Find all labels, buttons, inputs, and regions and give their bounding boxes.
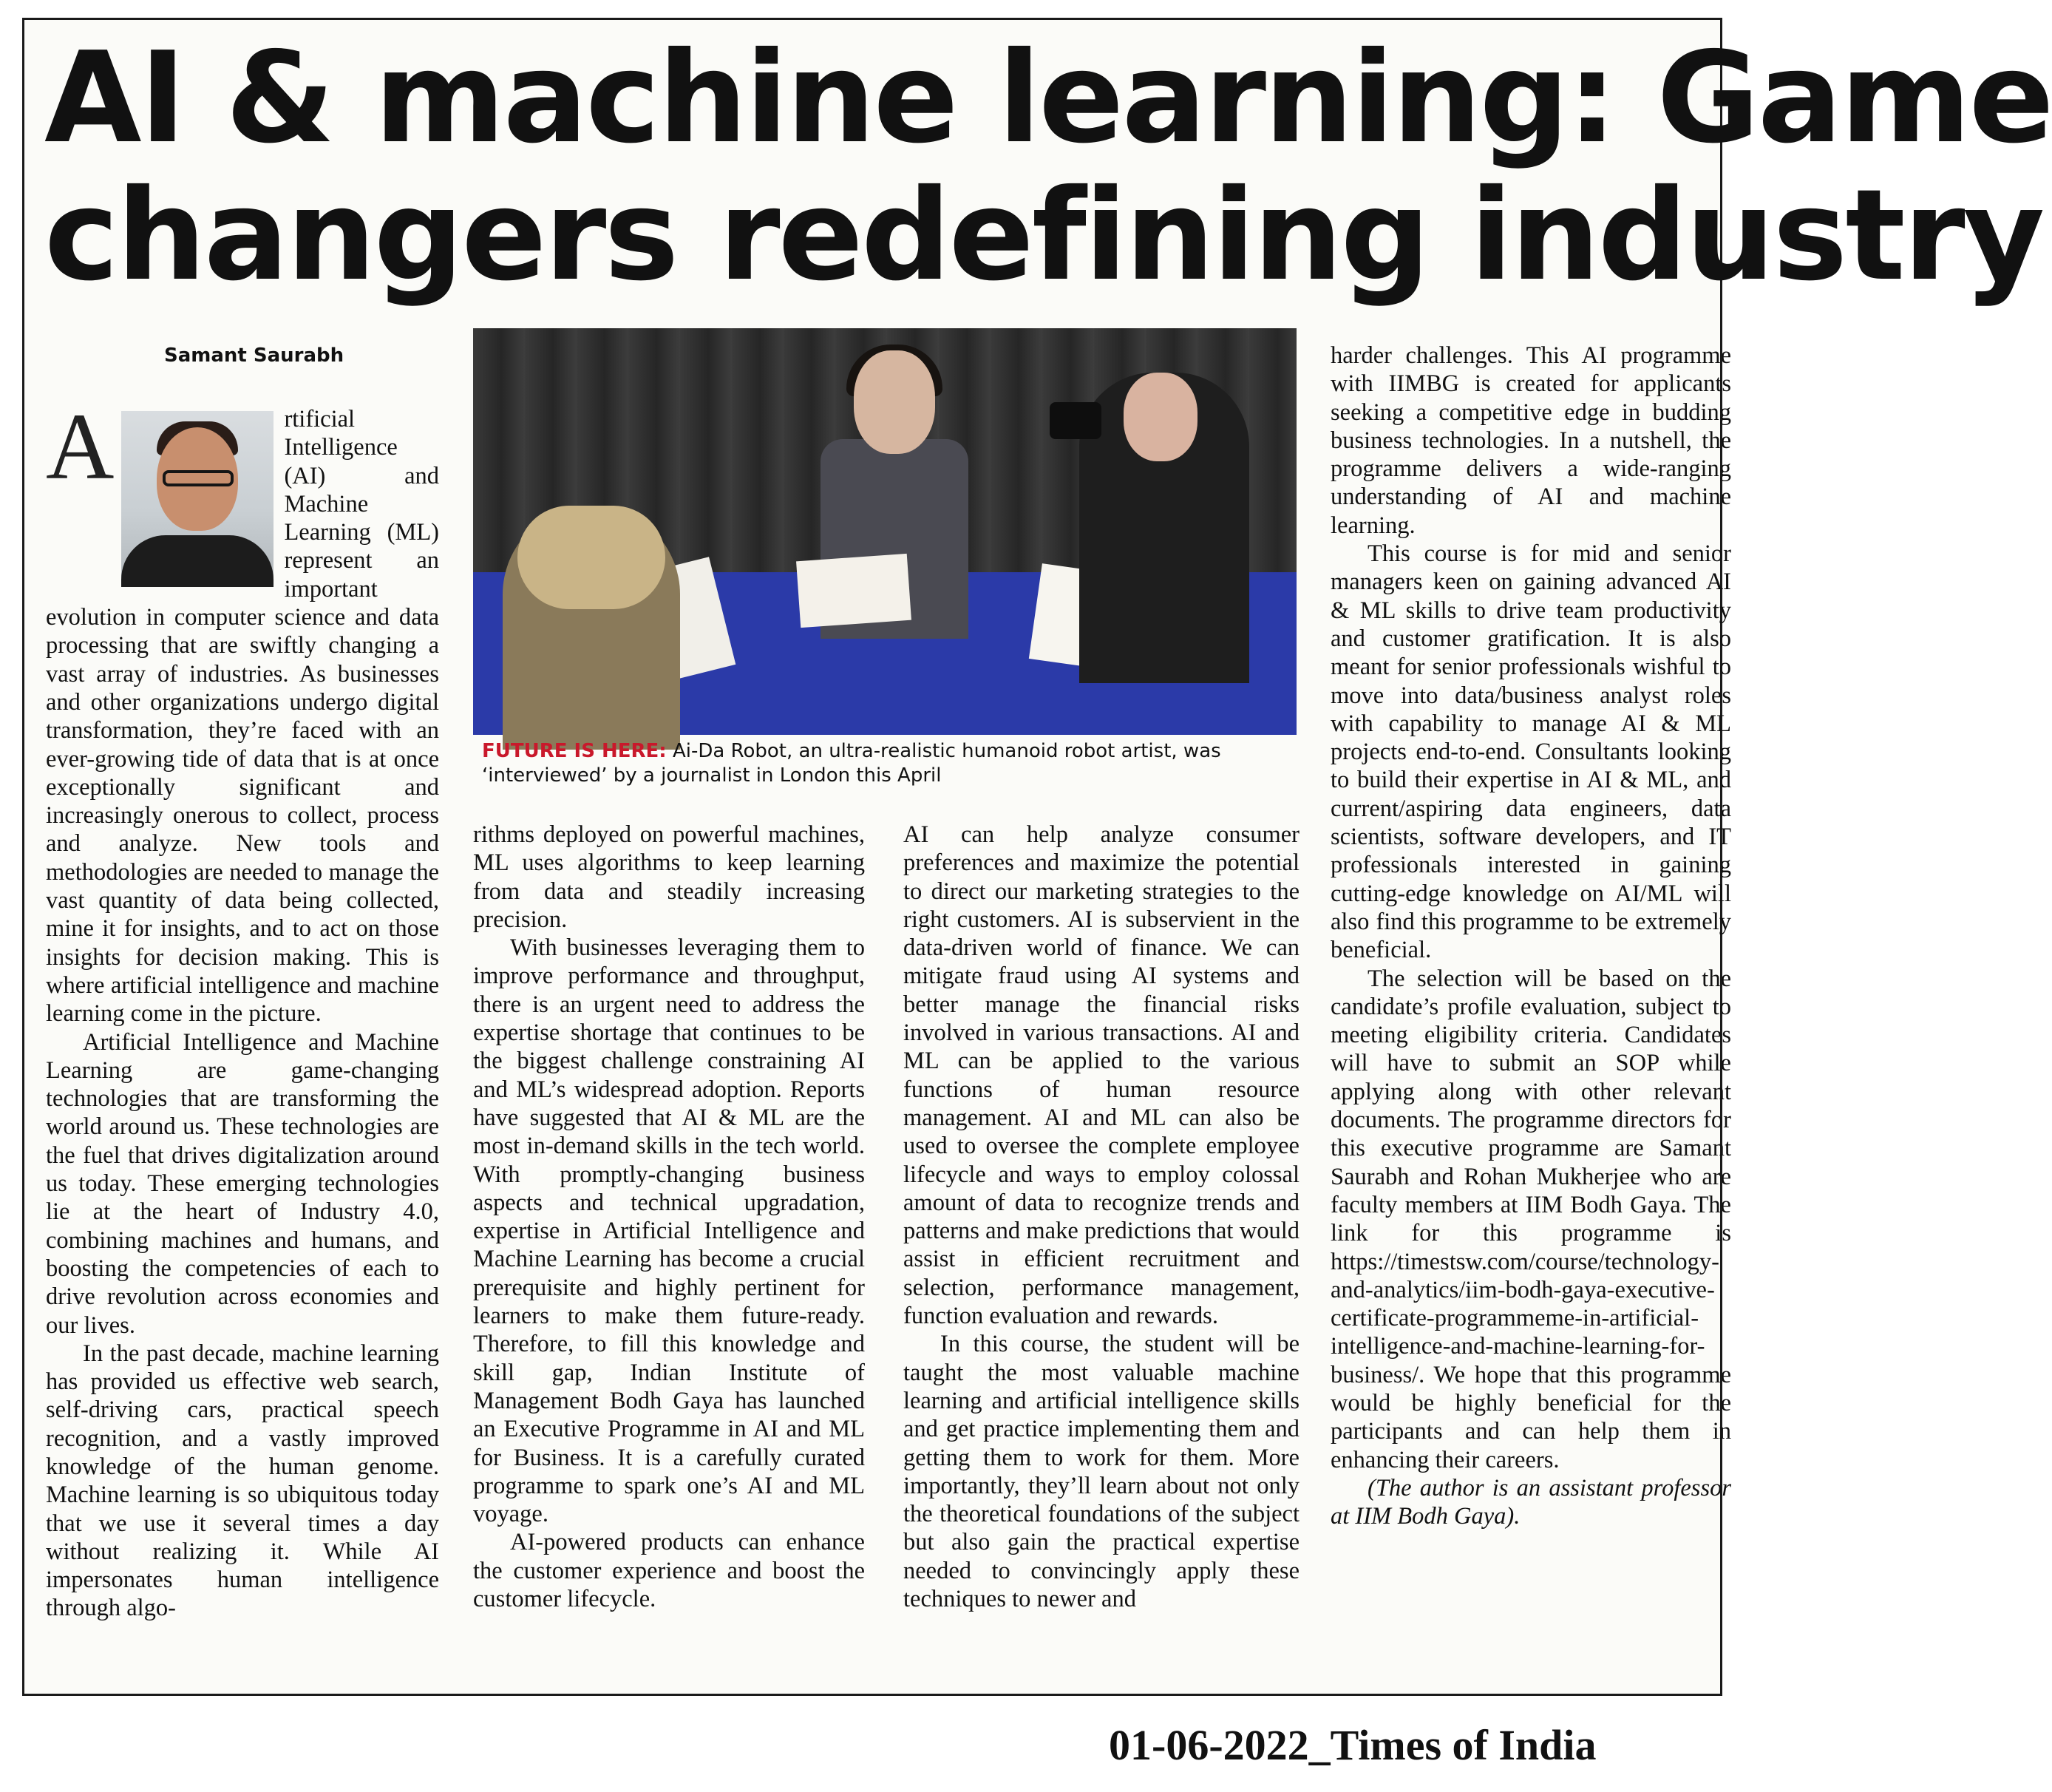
article-column-1	[46, 394, 439, 1684]
article-paragraph: The selection will be based on the candidate’s profile evaluation, subject to meeting eligibility criteria. Candidates will have to submit an SOP while applying along with other relevant documents. The programme directors for this executive programme are Samant Saurabh and Rohan Mukherjee who are faculty members at IIM Bodh Gaya. The link for this programme is https://timestsw.com/course/technology-and-analytics/iim-bodh-gaya-executive-certificate-programmeme-in-artificial-intelligence-and-machine-learning-for-business/. We hope that this programme would be highly beneficial for the participants and can help them in enhancing their careers.	[1331, 965, 1731, 1473]
article-paragraph: With businesses leveraging them to improve performance and throughput, there is an urgent need to address the expertise shortage that continues to be the biggest challenge constraining AI and ML’s widespread adoption. Reports have suggested that AI & ML are the most in-demand skills in the tech world. With promptly-changing business aspects and technical upgradation, expertise in Artificial Intelligence and Machine Learning has become a crucial prerequisite and highly pertinent for learners to make them future-ready. Therefore, to fill this knowledge and skill gap, Indian Institute of Management Bodh Gaya has launched an Executive Programme in AI and ML for Business. It is a carefully curated programme to spark one’s AI and ML voyage.	[473, 934, 865, 1528]
article-paragraph: Artificial Intelligence and Machine Learning are game-changing technologies that are transforming the world around us. These technologies are the fuel that drives digitalization around us today. These emerging technologies lie at the heart of Industry 4.0, combining machines and humans, and boosting the competencies of each to drive revolution across economies and our lives.	[46, 1028, 439, 1339]
headline-line-2: changers redefining industry	[44, 163, 2043, 309]
article-paragraph: A rtificial Intelligence (AI) and Machine Learning (ML) represent an important evolution in computer science and data processing that are swiftly changing a vast array of industries. As businesses and other organizations undergo digital transformation, they’re faced with an ever-growing tide of data that is at once exceptionally significant and increasingly onerous to collect, process and analyze. New tools and methodologies are needed to manage the vast quantity of data being collected, mine it for insights, and to act on those insights for decision making. This is where artificial intelligence and machine learning come in the picture.	[46, 394, 439, 1028]
article-paragraph: AI-powered products can enhance the customer experience and boost the customer lifecycle.	[473, 1529, 865, 1613]
camera-icon	[1050, 402, 1101, 439]
article-column-2	[473, 821, 865, 1686]
byline: Samant Saurabh	[164, 345, 344, 367]
caption-text: Ai-Da Robot, an ultra-realistic humanoid robot artist, was ‘interviewed’ by a journalist in London this April	[482, 740, 1221, 787]
article-column-4	[1331, 342, 1731, 1684]
article-column-3	[903, 821, 1300, 1686]
drop-cap: A	[46, 394, 115, 499]
headline-line-1: AI & machine learning: Game	[44, 25, 2052, 172]
author-note: (The author is an assistant professor at IIM Bodh Gaya).	[1331, 1474, 1731, 1530]
photo-caption	[482, 739, 1302, 788]
news-photo-ai-da-robot	[473, 328, 1297, 733]
author-photo	[121, 411, 274, 578]
article-paragraph: In this course, the student will be taught the most valuable machine learning and artificial intelligence skills and get practice implementing them and getting them to work for them. More importantly, they’ll learn about not only the theoretical foundations of the subject but also gain the practical expertise needed to convincingly apply these techniques to newer and	[903, 1331, 1300, 1613]
source-date-stamp: 01-06-2022_Times of India	[1109, 1721, 1597, 1769]
article-paragraph: In the past decade, machine learning has provided us effective web search, self-driving cars, practical speech recognition, and a vastly improved knowledge of the human genome. Machine learning is so ubiquitous today that we use it several times a day without realizing it. While AI impersonates human intelligence through algo-	[46, 1340, 439, 1622]
article-paragraph: This course is for mid and senior managers keen on gaining advanced AI & ML skills to drive team productivity and customer gratification. It is also meant for senior professionals wishful to move into data/business analyst roles with capability to manage AI & ML projects end-to-end. Consultants looking to build their expertise in AI & ML, and current/aspiring data engineers, data scientists, software developers, and IT professionals interested in gaining cutting-edge knowledge on AI/ML will also find this programme to be extremely beneficial.	[1331, 540, 1731, 964]
article-paragraph: harder challenges. This AI programme with IIMBG is created for applicants seeking a competitive edge in budding business technologies. In a nutshell, the programme delivers a wide-ranging understanding of AI and machine learning.	[1331, 342, 1731, 539]
caption-kicker: FUTURE IS HERE:	[482, 740, 667, 762]
glasses-icon	[163, 470, 234, 486]
article-paragraph: rithms deployed on powerful machines, ML uses algorithms to keep learning from data and steadily increasing precision.	[473, 821, 865, 933]
article-paragraph: AI can help analyze consumer preferences and maximize the potential to direct our marketing strategies to the right customers. AI is subservient in the data-driven world of finance. We can mitigate fraud using AI systems and better manage the financial risks involved in various transactions. AI and ML can be applied to the various functions of human resource management. AI and ML can also be used to oversee the complete employee lifecycle and ways to employ colossal amount of data to recognize trends and patterns and make predictions that would assist in efficient recruitment and selection, performance management, function evaluation and rewards.	[903, 821, 1300, 1330]
article-headline	[44, 25, 2052, 309]
